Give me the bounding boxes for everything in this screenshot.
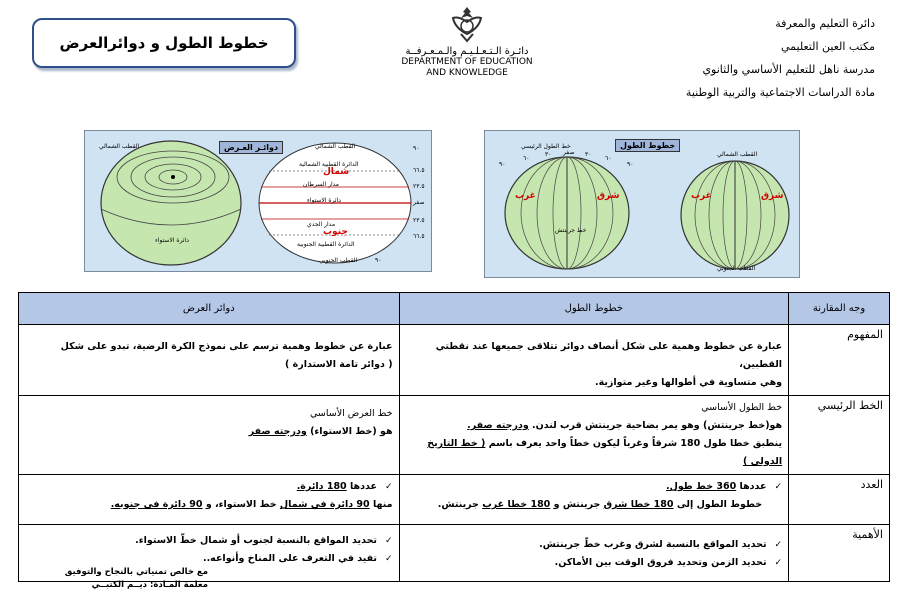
checkmark-icon xyxy=(767,539,783,550)
main-line-longitude-line-2 xyxy=(406,417,783,435)
concept-latitude-cell xyxy=(19,325,400,396)
count-longitude-value: 360 خط طول. xyxy=(665,481,737,492)
count-longitude-prefix: عددها xyxy=(736,481,767,492)
table-row-concept xyxy=(19,325,890,396)
lon-prime-meridian: خط الطول الرئيسي xyxy=(521,143,571,150)
row-label-importance: الأهمية xyxy=(789,525,890,582)
latitude-figure xyxy=(84,130,432,272)
footer-wishes: مع خالص تمنياتي بالنجاح والتوفيق xyxy=(64,567,208,577)
checkmark-icon xyxy=(377,535,393,546)
lat-equator-left: دائرة الاستواء xyxy=(155,237,189,244)
count-latitude-mid: خط الاستواء، و xyxy=(202,499,280,510)
checkmark-icon xyxy=(377,553,393,564)
lat-antarctic-circle: الدائرة القطبية الجنوبية xyxy=(297,241,355,248)
longitude-figure xyxy=(484,130,800,278)
count-latitude-south: 90 دائرة في جنوبه. xyxy=(110,499,203,510)
count-latitude-value: 180 دائرة. xyxy=(296,481,347,492)
lat-degree-2: ٦٦.٥ xyxy=(413,167,425,174)
lat-degree-5: ٢٣.٥ xyxy=(413,217,425,224)
comparison-table xyxy=(18,292,890,582)
dateline-name: ( خط التاريخ الدولي ) xyxy=(427,438,783,467)
lat-equator-right: دائرة الاستواء xyxy=(307,197,341,204)
lon-south-pole: القطب الجنوبي xyxy=(717,265,756,272)
falcon-emblem-icon xyxy=(447,4,487,44)
lat-north-pole-right: القطب الشمالي xyxy=(315,143,356,150)
count-longitude-line-2 xyxy=(406,496,783,514)
table-row-count xyxy=(19,475,890,525)
count-latitude-cell xyxy=(19,475,400,525)
importance-longitude-line-1 xyxy=(406,536,783,554)
lon-degree-7: ٩٠ xyxy=(627,161,634,168)
lon-north-pole: القطب الشمالي xyxy=(717,151,758,158)
latitude-caption: دوائـر العـرض xyxy=(219,141,283,154)
lat-degree-1: ٩٠ xyxy=(413,145,420,152)
header-line-subject: مادة الدراسات الاجتماعية والتربية الوطنية xyxy=(685,86,875,99)
lat-north-pole-left: القطب الشمالي xyxy=(99,143,140,150)
count-latitude-line-1 xyxy=(25,478,393,496)
main-line-latitude-line-2 xyxy=(25,423,393,441)
count-longitude-end: جرينتش. xyxy=(437,499,483,510)
row-label-main-line: الخط الرئيسي xyxy=(789,396,890,475)
main-line-longitude-cell xyxy=(399,396,789,475)
lon-degree-1: ٩٠ xyxy=(499,161,506,168)
main-line-latitude-line-1: خط العرض الأساسي xyxy=(309,408,393,419)
concept-latitude-line-1: عبارة عن خطوط وهمية ترسم على نموذج الكرة الرضية، تبدو على شكل xyxy=(60,341,393,352)
lon-west-left: غرب xyxy=(515,191,536,201)
header-line-office: مكتب العين التعليمي xyxy=(780,40,875,53)
longitude-caption: خطوط الطول xyxy=(615,139,680,152)
count-latitude-prefix: عددها xyxy=(346,481,377,492)
header-longitude: خطوط الطول xyxy=(399,293,789,325)
lat-south-pole: القطب الجنوبي xyxy=(319,257,358,264)
table-header-row xyxy=(19,293,890,325)
lon-degree-2: ٦٠ xyxy=(523,155,530,162)
count-longitude-cell xyxy=(399,475,789,525)
lon-degree-4: صفر xyxy=(563,149,575,156)
lat-tropic-capricorn: مدار الجدي xyxy=(307,221,336,228)
logo-english-line-2: AND KNOWLEDGE xyxy=(426,68,508,78)
lon-degree-5: ٣٠ xyxy=(585,151,592,158)
department-logo xyxy=(392,4,542,94)
greenwich-description: هو(خط جرينتش) وهو يمر بضاحية جرينتش قرب لندن. xyxy=(528,420,783,431)
main-line-longitude-line-3 xyxy=(406,435,783,471)
footer-teacher-name: معلمة المـادة: ديــم الكتبــي xyxy=(91,580,208,590)
lon-degree-3: ٣٠ xyxy=(545,151,552,158)
count-latitude-split: منها xyxy=(369,499,393,510)
concept-longitude-line-2: وهي متساوية في أطوالها وغير متوازية. xyxy=(594,377,783,388)
importance-longitude-line-2 xyxy=(406,554,783,572)
equator-degree: ودرجته صفر xyxy=(248,426,307,437)
concept-longitude-cell xyxy=(399,325,789,396)
lat-degree-4: صفر xyxy=(413,199,425,206)
page-title: خطوط الطول و دوائرالعرض xyxy=(32,18,296,68)
row-label-count: العدد xyxy=(789,475,890,525)
table-row-main-line xyxy=(19,396,890,475)
checkmark-icon xyxy=(767,557,783,568)
importance-longitude-text-1: تحديد المواقع بالنسبة لشرق وغرب خطّ جرينتش. xyxy=(539,539,767,550)
importance-latitude-text-2: تفيد في التعرف على المناخ وأنواعه.. xyxy=(202,553,377,564)
count-longitude-west: 180 خطا غرب xyxy=(482,499,551,510)
logo-arabic-text: دائـرة الـتـعـلـيـم والـمـعـرفــة xyxy=(405,46,529,57)
row-label-concept: المفهوم xyxy=(789,325,890,396)
count-latitude-line-2 xyxy=(25,496,393,514)
importance-latitude-text-1: تحديد المواقع بالنسبة لجنوب أو شمال خطّ الاستواء. xyxy=(135,535,377,546)
checkmark-icon xyxy=(767,481,783,492)
checkmark-icon xyxy=(377,481,393,492)
school-header xyxy=(625,12,875,104)
main-line-longitude-line-1: خط الطول الأساسي xyxy=(701,402,783,413)
lat-degree-3: ٢٣.٥ xyxy=(413,183,425,190)
lat-arctic-circle: الدائرة القطبية الشمالية xyxy=(299,161,359,168)
lat-south-label: جنوب xyxy=(323,227,348,237)
lat-degree-7: ٩٠ xyxy=(375,257,382,264)
lat-north-label: شمال xyxy=(323,167,350,177)
lon-west-right: غرب xyxy=(691,191,712,201)
header-aspect: وجه المقارنة xyxy=(789,293,890,325)
importance-longitude-cell xyxy=(399,525,789,582)
header-line-department: دائرة التعليم والمعرفة xyxy=(775,17,875,30)
lon-greenwich: خط جرينتش xyxy=(555,227,587,234)
concept-latitude-line-2: ( دوائر تامة الاستدارة ) xyxy=(284,359,393,370)
teacher-footer xyxy=(18,566,208,591)
lon-east-right: شرق xyxy=(761,191,784,201)
count-longitude-east: 180 خطا شرق xyxy=(603,499,674,510)
main-line-latitude-cell xyxy=(19,396,400,475)
lat-tropic-cancer: مدار السرطان xyxy=(303,181,340,188)
header-latitude: دوائر العرض xyxy=(19,293,400,325)
importance-longitude-text-2: تحديد الزمن وتحديد فروق الوقت بين الأماكن. xyxy=(554,557,767,568)
count-latitude-north: 90 دائرة في شمال xyxy=(279,499,370,510)
logo-english-line-1: DEPARTMENT OF EDUCATION xyxy=(401,57,533,67)
count-longitude-mid: جرينتش و xyxy=(550,499,604,510)
lon-degree-6: ٦٠ xyxy=(605,155,612,162)
lon-east-left: شرق xyxy=(597,191,620,201)
lat-degree-6: ٦٦.٥ xyxy=(413,233,425,240)
dateline-description: ينطبق خطا طول 180 شرقاً وغرباً ليكون خطاً واحد يعرف باسم xyxy=(485,438,783,449)
count-longitude-line-1 xyxy=(406,478,783,496)
concept-longitude-line-1: عبارة عن خطوط وهمية على شكل أنصاف دوائر تتلاقى جميعها عند نقطتي القطبين، xyxy=(435,341,783,370)
importance-latitude-line-1 xyxy=(25,532,393,550)
equator-description: هو (خط الاستواء) xyxy=(310,426,393,437)
greenwich-degree: ودرجته صفر. xyxy=(467,420,529,431)
header-line-school: مدرسة ناهل للتعليم الأساسي والثانوي xyxy=(702,63,875,76)
count-longitude-split: خطوط الطول إلى xyxy=(673,499,763,510)
